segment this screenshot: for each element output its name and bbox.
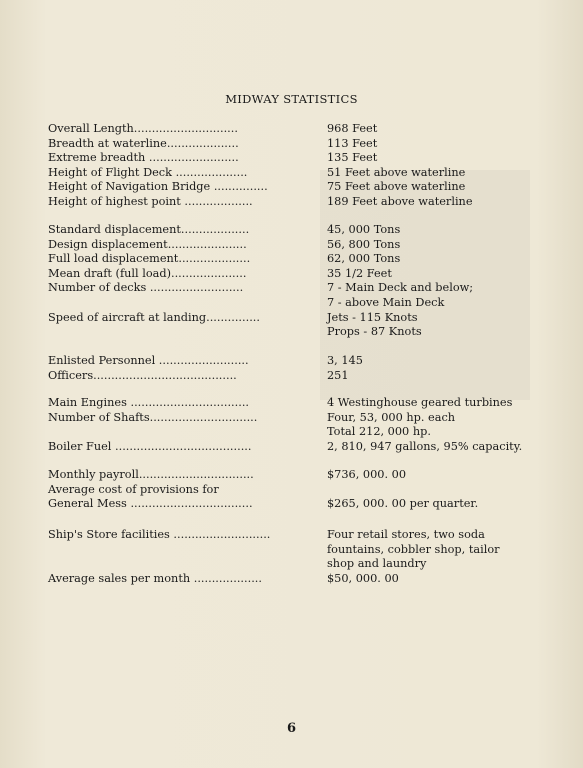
stat-row <box>48 543 548 558</box>
stat-row <box>48 180 548 195</box>
stat-row <box>48 325 548 340</box>
stat-value: 45, 000 Tons <box>327 223 401 236</box>
stat-value: 135 Feet <box>327 151 378 165</box>
displacement-section <box>48 223 548 340</box>
stat-label: Overall Length............................. <box>48 122 238 135</box>
stat-row <box>48 166 548 181</box>
stat-value: Four retail stores, two soda <box>327 528 485 541</box>
stat-label: Officers........................................ <box>48 368 237 382</box>
stat-value: 7 - above Main Deck <box>327 295 445 309</box>
stat-row <box>48 195 548 210</box>
stat-label: Number of Shafts.............................. <box>48 410 258 424</box>
stat-value: 62, 000 Tons <box>327 252 401 266</box>
stat-row <box>48 267 548 282</box>
stat-label: Mean draft (full load)..................... <box>48 266 247 280</box>
stat-row <box>48 483 548 498</box>
stat-label: Number of decks .......................... <box>48 281 244 295</box>
stat-row <box>48 440 548 455</box>
stat-label: Extreme breadth ......................... <box>48 151 239 165</box>
stat-value: 35 1/2 Feet <box>327 266 392 280</box>
stat-label: Average cost of provisions for <box>48 482 219 496</box>
stat-row <box>48 311 548 326</box>
stat-value: 51 Feet above waterline <box>327 165 466 179</box>
stat-value: 3, 145 <box>327 354 363 367</box>
stat-value: Total 212, 000 hp. <box>327 425 431 439</box>
stat-value: 251 <box>327 368 349 382</box>
stat-row <box>48 528 548 543</box>
stat-value: 4 Westinghouse geared turbines <box>327 396 513 409</box>
stat-row <box>48 281 548 296</box>
stat-value: $736, 000. 00 <box>327 468 407 481</box>
stat-value: fountains, cobbler shop, tailor <box>327 542 500 556</box>
stat-row <box>48 223 548 238</box>
stat-label: Enlisted Personnel ......................... <box>48 354 249 367</box>
stat-value: 7 - Main Deck and below; <box>327 281 474 295</box>
stat-label: Height of Navigation Bridge ............... <box>48 180 268 194</box>
stat-value: Jets - 115 Knots <box>327 310 418 324</box>
stat-value: 189 Feet above waterline <box>327 194 473 208</box>
stat-label: Main Engines ................................. <box>48 396 249 409</box>
stat-row <box>48 468 548 483</box>
stat-label: General Mess .................................. <box>48 497 253 511</box>
stat-row <box>48 151 548 166</box>
machinery-section <box>48 396 548 454</box>
stat-row <box>48 572 548 587</box>
stat-row <box>48 252 548 267</box>
stat-value: 56, 800 Tons <box>327 237 401 251</box>
stat-label: Monthly payroll................................ <box>48 468 254 481</box>
page-title: MIDWAY STATISTICS <box>225 92 358 106</box>
stat-row <box>48 425 548 440</box>
stat-value: $50, 000. 00 <box>327 571 399 585</box>
stat-label: Boiler Fuel ...................................... <box>48 439 252 453</box>
stat-label: Design displacement...................... <box>48 237 247 251</box>
stat-label: Speed of aircraft at landing............... <box>48 310 260 324</box>
stat-label: Standard displacement................... <box>48 223 250 236</box>
stat-label: Height of highest point ................... <box>48 194 253 208</box>
finance-section <box>48 468 548 512</box>
ships-store-section <box>48 528 548 586</box>
stat-row <box>48 296 548 311</box>
stat-row <box>48 122 548 137</box>
stat-label: Ship's Store facilities ........................... <box>48 528 271 541</box>
stat-row <box>48 411 548 426</box>
stat-label: Breadth at waterline.................... <box>48 136 239 150</box>
stat-row <box>48 369 548 384</box>
stat-label: Average sales per month ................... <box>48 571 262 585</box>
stat-label: Height of Flight Deck .................... <box>48 165 248 179</box>
stat-row <box>48 557 548 572</box>
stat-value: shop and laundry <box>327 557 427 571</box>
stat-row <box>48 354 548 369</box>
stat-row <box>48 137 548 152</box>
stat-value: 113 Feet <box>327 136 378 150</box>
stat-value: Props - 87 Knots <box>327 325 422 339</box>
personnel-section <box>48 354 548 383</box>
stat-value: 968 Feet <box>327 122 378 135</box>
stat-row <box>48 497 548 512</box>
dimensions-section <box>48 122 548 210</box>
stat-label: Full load displacement.................... <box>48 252 251 266</box>
stat-value: $265, 000. 00 per quarter. <box>327 497 479 511</box>
page-number: 6 <box>286 721 297 736</box>
stat-value: Four, 53, 000 hp. each <box>327 410 456 424</box>
stat-row <box>48 396 548 411</box>
stat-value: 2, 810, 947 gallons, 95% capacity. <box>327 439 523 453</box>
stat-row <box>48 238 548 253</box>
stat-value: 75 Feet above waterline <box>327 180 466 194</box>
